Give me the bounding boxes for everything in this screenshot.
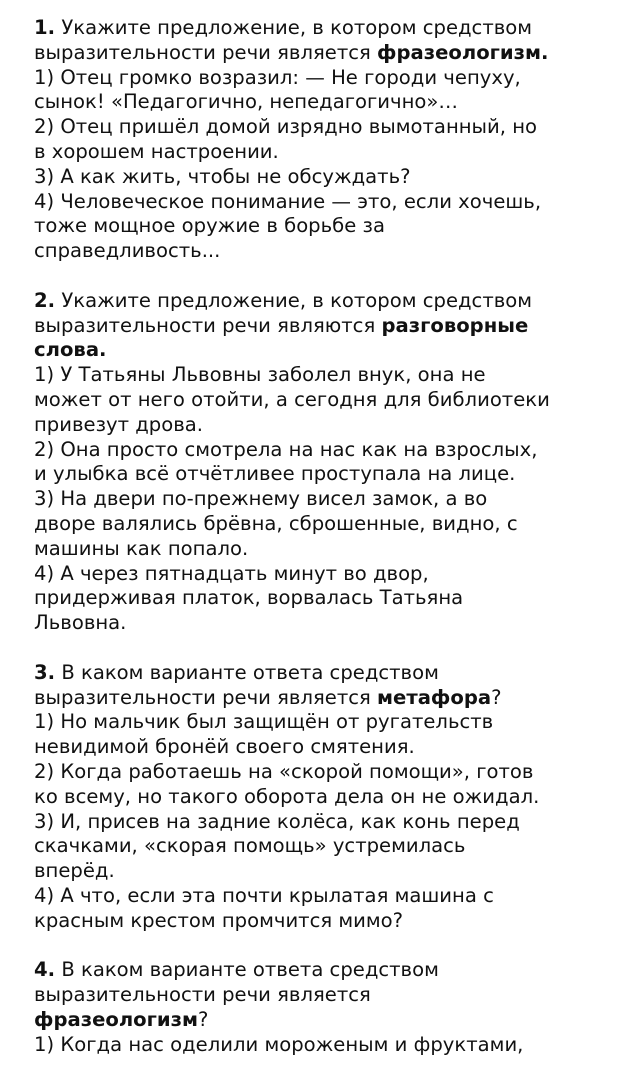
text-line: придерживая платок, ворвалась Татьяна: [34, 586, 464, 610]
line-text: выразительности речи являются: [34, 313, 382, 337]
text-line: [34, 958, 624, 983]
answer-option-3: 3) И, присев на задние колёса, как конь перед: [34, 809, 520, 833]
question-4: [34, 958, 624, 1057]
text-line: Львовна.: [34, 611, 127, 635]
question-number: 4.: [34, 958, 56, 982]
text-line: [34, 1008, 624, 1033]
question-number: 1.: [34, 16, 56, 39]
answer-option-2: 2) Когда работаешь на «скорой помощи», готов: [34, 759, 534, 783]
answer-option-4: 4) Человеческое понимание — это, если хочешь,: [34, 189, 542, 213]
answer-option-3: 3) А как жить, чтобы не обсуждать?: [34, 164, 411, 188]
question-number: 3.: [34, 660, 56, 684]
bold-term: фразеологизм.: [377, 40, 549, 64]
answer-option-4: 4) А что, если эта почти крылатая машина с: [34, 883, 494, 907]
answer-option-3: 3) На двери по-прежнему висел замок, а во: [34, 487, 488, 511]
text-line: скачками, «скорая помощь» устремилась: [34, 834, 466, 858]
text-line: тоже мощное оружие в борьбе за: [34, 214, 385, 238]
line-text: ?: [198, 1007, 209, 1031]
answer-option-1: 1) Отец громко возразил: — Не городи чепуху,: [34, 65, 521, 89]
question-3: [34, 661, 624, 934]
text-line: справедливость...: [34, 239, 221, 263]
text-line: и улыбка всё отчётливее проступала на лице.: [34, 462, 516, 486]
document-body: [34, 16, 624, 1057]
text-line: [34, 686, 624, 711]
text-line: машины как попало.: [34, 536, 249, 560]
text-line: вперёд.: [34, 859, 115, 883]
text-line: [34, 338, 624, 363]
answer-option-4: 4) А через пятнадцать минут во двор,: [34, 561, 429, 585]
line-text: выразительности речи является: [34, 685, 378, 709]
question-number: 2.: [34, 288, 56, 312]
text-line: [34, 41, 624, 66]
text-line: [34, 661, 624, 686]
answer-option-1: 1) Когда нас оделили мороженым и фруктами,: [34, 1032, 524, 1056]
text-line: в хорошем настроении.: [34, 139, 279, 163]
question-2: [34, 289, 624, 636]
bold-term: фразеологизм: [34, 1007, 199, 1031]
text-line: [34, 289, 624, 314]
text-line: невидимой бронёй своего смятения.: [34, 735, 415, 759]
text-line: [34, 16, 624, 41]
answer-option-1: 1) Но мальчик был защищён от ругательств: [34, 710, 494, 734]
line-text: выразительности речи является: [34, 40, 378, 64]
text-line: [34, 314, 624, 339]
bold-term: слова.: [34, 338, 107, 362]
line-text: В каком варианте ответа средством: [61, 660, 439, 684]
line-text: Укажите предложение, в котором средством: [61, 288, 533, 312]
text-line: выразительности речи является: [34, 983, 371, 1007]
text-line: ко всему, но такого оборота дела он не ожидал.: [34, 784, 540, 808]
text-line: может от него отойти, а сегодня для библиотеки: [34, 387, 550, 411]
bold-term: разговорные: [381, 313, 529, 337]
text-line: привезут дрова.: [34, 412, 203, 436]
line-text: ?: [491, 685, 502, 709]
answer-option-2: 2) Отец пришёл домой изрядно вымотанный, но: [34, 115, 538, 139]
text-line: дворе валялись брёвна, сброшенные, видно, с: [34, 511, 518, 535]
text-line: сынок! «Педагогично, непедагогично»…: [34, 90, 458, 114]
line-text: В каком варианте ответа средством: [61, 958, 439, 982]
text-line: красным крестом промчится мимо?: [34, 908, 404, 932]
answer-option-1: 1) У Татьяны Львовны заболел внук, она не: [34, 363, 486, 387]
question-1: [34, 16, 624, 264]
line-text: Укажите предложение, в котором средством: [61, 16, 533, 39]
bold-term: метафора: [377, 685, 492, 709]
answer-option-2: 2) Она просто смотрела на нас как на взрослых,: [34, 437, 538, 461]
